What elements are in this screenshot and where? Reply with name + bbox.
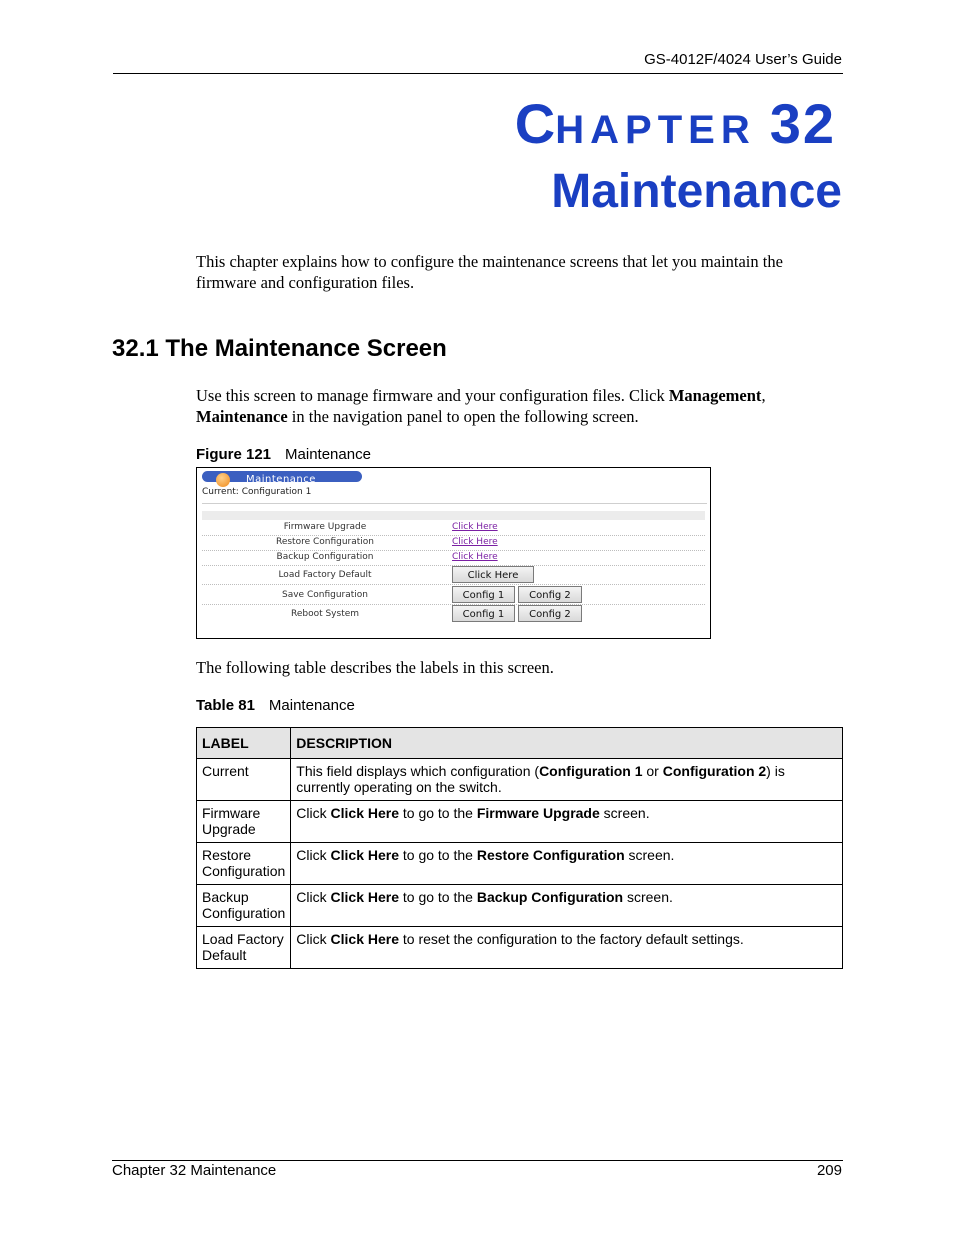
backup-configuration-link[interactable]: Click Here — [452, 552, 498, 562]
current-config-label: Current: Configuration 1 — [202, 487, 312, 497]
figure-caption — [196, 446, 371, 463]
row-label: Reboot System — [290, 609, 360, 619]
header-rule — [113, 73, 843, 74]
maintenance-screenshot — [196, 467, 711, 639]
save-config-1-button[interactable]: Config 1 — [452, 586, 515, 603]
header-description: DESCRIPTION — [291, 728, 843, 759]
table-row — [197, 927, 843, 969]
table-row — [197, 759, 843, 801]
row-firmware-upgrade — [202, 520, 705, 536]
divider — [202, 503, 707, 504]
section-heading: 32.1 The Maintenance Screen — [112, 335, 447, 362]
table-caption — [196, 697, 355, 714]
chapter-label — [514, 92, 836, 155]
row-description-cell: Click Click Here to go to the Firmware Upgrade screen. — [291, 801, 843, 843]
reboot-config-1-button[interactable]: Config 1 — [452, 605, 515, 622]
chapter-number: 32 — [769, 92, 836, 155]
chapter-word: HAPTER — [555, 108, 756, 152]
table-row — [197, 801, 843, 843]
header-band — [202, 511, 705, 520]
chapter-first-letter: C — [514, 92, 556, 155]
table-number: Table 81 — [196, 697, 255, 714]
intro-paragraph: This chapter explains how to configure the maintenance screens that let you maintain the firmware and configuration files. — [196, 252, 783, 292]
table-row — [197, 843, 843, 885]
row-label: Backup Configuration — [276, 552, 374, 562]
description-table — [196, 727, 843, 969]
figure-number: Figure 121 — [196, 446, 272, 463]
figure-title: Maintenance — [285, 446, 371, 463]
orb-icon — [216, 473, 230, 487]
row-description-cell: Click Click Here to reset the configuration to the factory default settings. — [291, 927, 843, 969]
row-label-cell: Restore Configuration — [197, 843, 291, 885]
row-restore-configuration — [202, 535, 705, 551]
firmware-upgrade-link[interactable]: Click Here — [452, 522, 498, 532]
row-description-cell: Click Click Here to go to the Backup Configuration screen. — [291, 885, 843, 927]
row-label: Restore Configuration — [275, 537, 375, 547]
usage-text: , — [761, 386, 766, 405]
reboot-config-2-button[interactable]: Config 2 — [518, 605, 582, 622]
usage-text: Use this screen to manage firmware and your configuration files. Click — [196, 386, 669, 405]
table-title: Maintenance — [268, 697, 355, 714]
usage-text: in the navigation panel to open the following screen. — [287, 407, 639, 426]
chapter-title: Maintenance — [551, 165, 842, 218]
usage-bold-maintenance: Maintenance — [196, 407, 288, 426]
row-reboot-system — [202, 604, 705, 624]
footer-chapter: Chapter 32 Maintenance — [112, 1162, 277, 1179]
row-label-cell: Backup Configuration — [197, 885, 291, 927]
row-label-cell: Current — [197, 759, 291, 801]
row-label-cell: Load Factory Default — [197, 927, 291, 969]
page-number: 209 — [816, 1162, 842, 1179]
row-load-factory-default — [202, 565, 705, 585]
header-label: LABEL — [197, 728, 291, 759]
follow-paragraph: The following table describes the labels in this screen. — [196, 658, 554, 677]
row-label: Load Factory Default — [278, 570, 372, 580]
restore-configuration-link[interactable]: Click Here — [452, 537, 498, 547]
row-backup-configuration — [202, 550, 705, 566]
footer-rule — [112, 1160, 843, 1161]
row-label: Firmware Upgrade — [283, 522, 367, 532]
table-header-row — [197, 728, 843, 759]
row-description-cell: This field displays which configuration (Configuration 1 or Configuration 2) is currently operating on the switch. — [291, 759, 843, 801]
screen-title: Maintenance — [246, 474, 316, 485]
usage-paragraph — [196, 385, 836, 427]
load-factory-default-button[interactable]: Click Here — [452, 566, 534, 583]
row-label: Save Configuration — [282, 590, 368, 600]
running-header: GS-4012F/4024 User’s Guide — [644, 51, 842, 68]
row-description-cell: Click Click Here to go to the Restore Configuration screen. — [291, 843, 843, 885]
usage-bold-management: Management — [668, 386, 762, 405]
table-row — [197, 885, 843, 927]
row-save-configuration — [202, 585, 705, 605]
row-label-cell: Firmware Upgrade — [197, 801, 291, 843]
save-config-2-button[interactable]: Config 2 — [518, 586, 582, 603]
screen-title-bar — [202, 471, 362, 485]
